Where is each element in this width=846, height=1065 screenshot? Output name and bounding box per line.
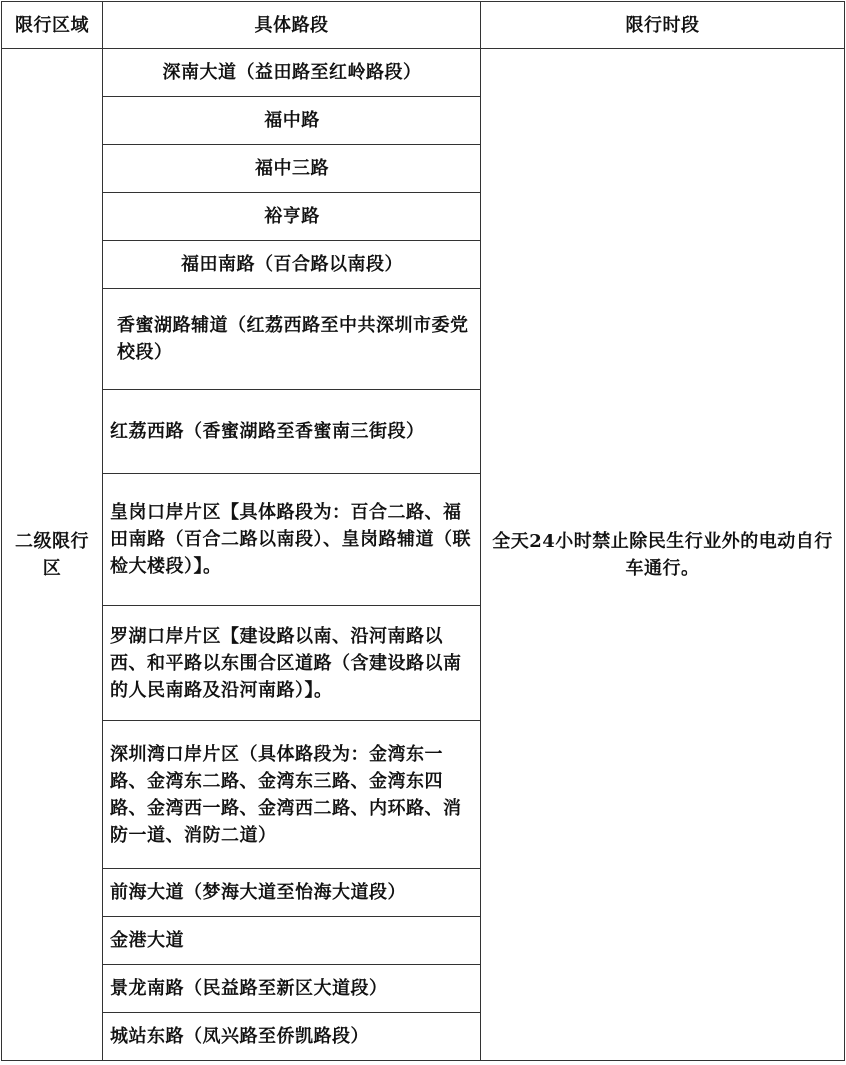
header-row — [2, 2, 845, 49]
road-cell: 福中路 — [103, 97, 481, 145]
road-cell: 深圳湾口岸片区（具体路段为：金湾东一路、金湾东二路、金湾东三路、金湾东四路、金湾西一路、金湾西二路、内环路、消防一道、消防二道） — [103, 721, 481, 869]
road-cell: 香蜜湖路辅道（红荔西路至中共深圳市委党校段） — [103, 289, 481, 390]
restriction-table — [1, 1, 845, 1061]
time-cell: 全天24小时禁止除民生行业外的电动自行车通行。 — [481, 49, 845, 1061]
road-cell: 皇岗口岸片区【具体路段为：百合二路、福田南路（百合二路以南段）、皇岗路辅道（联检大楼段）】。 — [103, 474, 481, 606]
road-cell: 城站东路（凤兴路至侨凯路段） — [103, 1013, 481, 1061]
road-cell: 红荔西路（香蜜湖路至香蜜南三街段） — [103, 390, 481, 474]
table-row — [2, 49, 845, 97]
road-cell: 罗湖口岸片区【建设路以南、沿河南路以西、和平路以东围合区道路（含建设路以南的人民南路及沿河南路）】。 — [103, 606, 481, 721]
road-cell: 景龙南路（民益路至新区大道段） — [103, 965, 481, 1013]
road-cell: 前海大道（梦海大道至怡海大道段） — [103, 869, 481, 917]
road-cell: 金港大道 — [103, 917, 481, 965]
road-cell: 福田南路（百合路以南段） — [103, 241, 481, 289]
header-region: 限行区域 — [2, 2, 103, 49]
header-time: 限行时段 — [481, 2, 845, 49]
header-road: 具体路段 — [103, 2, 481, 49]
road-cell: 福中三路 — [103, 145, 481, 193]
road-cell: 深南大道（益田路至红岭路段） — [103, 49, 481, 97]
road-cell: 裕亨路 — [103, 193, 481, 241]
region-cell: 二级限行区 — [2, 49, 103, 1061]
